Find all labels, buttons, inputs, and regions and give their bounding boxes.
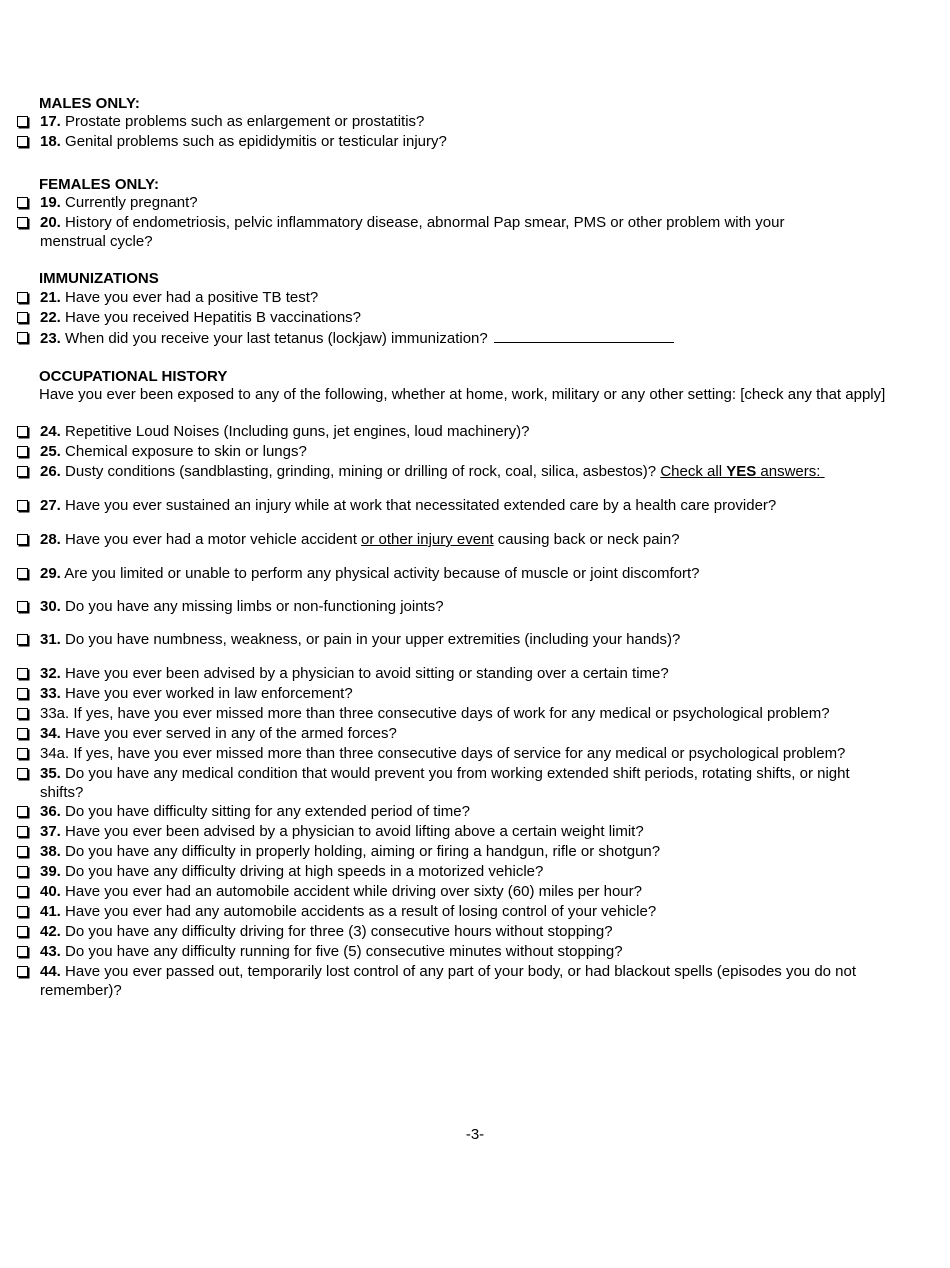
question-number: 31.	[40, 631, 61, 648]
check-all-yes-instruction: Check all YES answers:	[660, 463, 821, 480]
question-text-underlined: or other injury event	[361, 531, 494, 548]
question-23	[17, 328, 897, 349]
question-text: Have you received Hepatitis B vaccinations?	[65, 309, 362, 326]
question-number: 22.	[40, 309, 61, 326]
question-text: Do you have difficulty sitting for any extended period of time?	[65, 803, 470, 820]
checkbox[interactable]	[17, 906, 28, 917]
question-number: 25.	[40, 443, 61, 460]
checkbox[interactable]	[17, 601, 28, 612]
question-19	[17, 193, 897, 213]
question-text: History of endometriosis, pelvic inflammatory disease, abnormal Pap smear, PMS or other problem with your menstrual cycle?	[40, 214, 785, 250]
question-text: Repetitive Loud Noises (Including guns, jet engines, loud machinery)?	[65, 423, 530, 440]
question-text: Have you ever been advised by a physician to avoid lifting above a certain weight limit?	[65, 823, 644, 840]
tetanus-date-blank[interactable]	[494, 328, 674, 343]
question-number: 30.	[40, 598, 61, 615]
checkbox[interactable]	[17, 568, 28, 579]
checkbox[interactable]	[17, 966, 28, 977]
checkbox[interactable]	[17, 634, 28, 645]
question-text: Prostate problems such as enlargement or prostatitis?	[65, 113, 425, 130]
question-text: Have you ever sustained an injury while at work that necessitated extended care by a health care provider?	[65, 497, 777, 514]
question-number: 38.	[40, 843, 61, 860]
checkbox[interactable]	[17, 946, 28, 957]
question-text: 34a. If yes, have you ever missed more than three consecutive days of service for any medical or psychological problem?	[40, 745, 846, 762]
question-text: Do you have any difficulty running for five (5) consecutive minutes without stopping?	[65, 943, 623, 960]
question-number: 35.	[40, 765, 61, 782]
question-number: 43.	[40, 943, 61, 960]
question-number: 28.	[40, 531, 61, 548]
checkbox[interactable]	[17, 886, 28, 897]
question-number: 23.	[40, 330, 61, 347]
checkbox[interactable]	[17, 136, 28, 147]
question-31	[17, 630, 897, 650]
checkbox[interactable]	[17, 116, 28, 127]
question-21	[17, 288, 897, 308]
question-text: causing back or neck pain?	[497, 531, 680, 548]
question-text: Have you ever had a positive TB test?	[65, 289, 319, 306]
question-17	[17, 112, 897, 132]
question-36	[17, 802, 897, 822]
checkbox[interactable]	[17, 866, 28, 877]
question-text: Genital problems such as epididymitis or testicular injury?	[65, 133, 447, 150]
question-text: Currently pregnant?	[65, 194, 198, 211]
checkbox[interactable]	[17, 217, 28, 228]
question-number: 26.	[40, 463, 61, 480]
page-number: -3-	[465, 1126, 485, 1143]
section-heading-immunizations: IMMUNIZATIONS	[39, 270, 159, 287]
question-20	[17, 213, 827, 251]
question-text: Do you have any missing limbs or non-functioning joints?	[65, 598, 444, 615]
question-number: 29.	[40, 565, 61, 582]
question-text: Have you ever been advised by a physician to avoid sitting or standing over a certain time?	[65, 665, 669, 682]
checkbox[interactable]	[17, 534, 28, 545]
question-number: 40.	[40, 883, 61, 900]
section-heading-occupational: OCCUPATIONAL HISTORY	[39, 368, 228, 385]
question-text: Have you ever had a motor vehicle accident	[65, 531, 357, 548]
question-33	[17, 684, 897, 704]
checkbox[interactable]	[17, 312, 28, 323]
question-text: Do you have any difficulty in properly holding, aiming or firing a handgun, rifle or shotgun?	[65, 843, 661, 860]
question-number: 36.	[40, 803, 61, 820]
checkbox[interactable]	[17, 926, 28, 937]
checkbox[interactable]	[17, 500, 28, 511]
section-heading-males: MALES ONLY:	[39, 95, 140, 112]
question-34a	[17, 744, 897, 764]
question-number: 37.	[40, 823, 61, 840]
checkbox[interactable]	[17, 668, 28, 679]
question-text: When did you receive your last tetanus (lockjaw) immunization?	[65, 330, 488, 347]
section-heading-females: FEMALES ONLY:	[39, 176, 160, 193]
question-41	[17, 902, 897, 922]
question-number: 18.	[40, 133, 61, 150]
question-22	[17, 308, 897, 328]
question-27	[17, 496, 897, 516]
question-number: 42.	[40, 923, 61, 940]
question-text: Chemical exposure to skin or lungs?	[65, 443, 307, 460]
question-number: 17.	[40, 113, 61, 130]
question-18	[17, 132, 897, 152]
question-number: 32.	[40, 665, 61, 682]
question-text: Do you have any difficulty driving at high speeds in a motorized vehicle?	[65, 863, 544, 880]
question-33a	[17, 704, 897, 724]
checkbox[interactable]	[17, 728, 28, 739]
question-32	[17, 664, 897, 684]
question-30	[17, 597, 897, 617]
checkbox[interactable]	[17, 768, 28, 779]
question-37	[17, 822, 897, 842]
question-28	[17, 530, 897, 550]
question-text: Do you have any medical condition that would prevent you from working extended shift periods, rotating shifts, or night shifts?	[40, 765, 850, 801]
question-text: Have you ever passed out, temporarily lost control of any part of your body, or had blackout spells (episodes you do not remember)?	[40, 963, 857, 999]
checkbox[interactable]	[17, 708, 28, 719]
question-text: Are you limited or unable to perform any physical activity because of muscle or joint discomfort?	[64, 565, 700, 582]
question-25	[17, 442, 897, 462]
question-40	[17, 882, 897, 902]
question-42	[17, 922, 897, 942]
question-number: 27.	[40, 497, 61, 514]
question-44	[17, 962, 877, 1000]
question-24	[17, 422, 897, 442]
question-text: Do you have any difficulty driving for three (3) consecutive hours without stopping?	[65, 923, 613, 940]
checkbox[interactable]	[17, 748, 28, 759]
checkbox[interactable]	[17, 292, 28, 303]
checkbox[interactable]	[17, 466, 28, 477]
checkbox[interactable]	[17, 826, 28, 837]
question-43	[17, 942, 897, 962]
question-number: 19.	[40, 194, 61, 211]
checkbox[interactable]	[17, 846, 28, 857]
question-number: 39.	[40, 863, 61, 880]
question-35	[17, 764, 897, 802]
question-39	[17, 862, 897, 882]
question-number: 24.	[40, 423, 61, 440]
question-text: Have you ever had an automobile accident while driving over sixty (60) miles per hour?	[65, 883, 642, 900]
question-text: Have you ever had any automobile accidents as a result of losing control of your vehicle?	[65, 903, 657, 920]
question-text: Dusty conditions (sandblasting, grinding, mining or drilling of rock, coal, silica, asbestos)?	[65, 463, 657, 480]
checkbox[interactable]	[17, 197, 28, 208]
checkbox[interactable]	[17, 332, 28, 343]
checkbox[interactable]	[17, 688, 28, 699]
question-34	[17, 724, 897, 744]
question-number: 34.	[40, 725, 61, 742]
question-text: Have you ever served in any of the armed forces?	[65, 725, 397, 742]
checkbox[interactable]	[17, 806, 28, 817]
question-text: Have you ever worked in law enforcement?	[65, 685, 353, 702]
question-26	[17, 462, 897, 482]
question-number: 21.	[40, 289, 61, 306]
question-number: 33.	[40, 685, 61, 702]
question-number: 44.	[40, 963, 61, 980]
question-29	[17, 564, 897, 584]
checkbox[interactable]	[17, 446, 28, 457]
question-text: Do you have numbness, weakness, or pain in your upper extremities (including your hands)?	[65, 631, 681, 648]
question-38	[17, 842, 897, 862]
question-text: 33a. If yes, have you ever missed more than three consecutive days of work for any medical or psychological problem?	[40, 705, 830, 722]
checkbox[interactable]	[17, 426, 28, 437]
question-number: 20.	[40, 214, 61, 231]
question-number: 41.	[40, 903, 61, 920]
occupational-intro: Have you ever been exposed to any of the following, whether at home, work, military or any other setting: [check any that apply]	[39, 386, 886, 403]
